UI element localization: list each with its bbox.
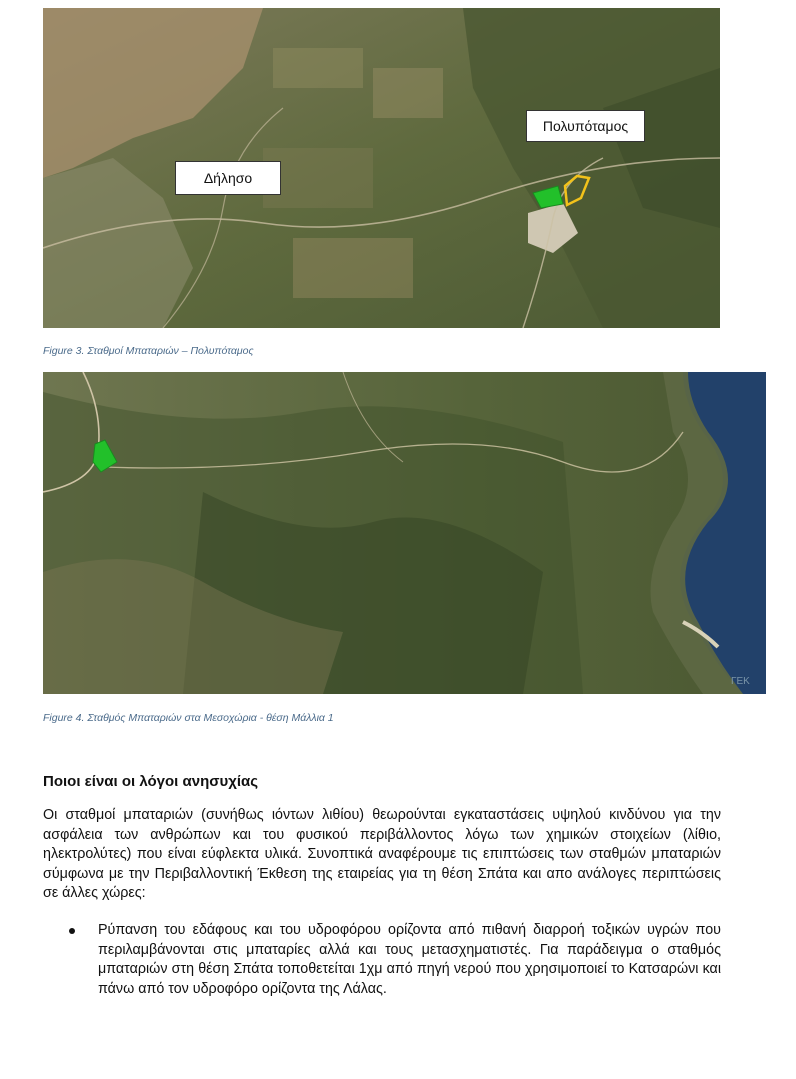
figure-4-satellite-image [43,372,766,694]
figure-3-caption: Figure 3. Σταθμοί Μπαταριών – Πολυπόταμος [43,345,254,357]
list-item-text: Ρύπανση του εδάφους και του υδροφόρου ορίζοντα από πιθανή διαρροή τοξικών υγρών που περιλαμβάνονται στις μπαταρίες αλλά και τους μετασχηματιστές. Για παράδειγμα ο σταθμός μπαταριών στη θέση Σπάτα τοποθετείται 1χμ από πηγή νερού που χρησιμοποιεί το Κατσαρώνι και πάνω από τον υδροφόρο ορίζοντα της Λάλας. [98,922,721,997]
section-heading: Ποιοι είναι οι λόγοι ανησυχίας [43,773,259,790]
concerns-list [43,921,721,999]
map-label-polypotamos: Πολυπόταμος [526,110,645,142]
figure-4-watermark: ΓΕΚ [731,676,750,687]
map-label-dilisos: Δήλησο [175,161,281,195]
figure-4-map-graphic [43,372,766,694]
bullet-icon [69,928,75,934]
list-item [43,921,721,999]
section-paragraph: Οι σταθμοί μπαταριών (συνήθως ιόντων λιθίου) θεωρούνται εγκαταστάσεις υψηλού κινδύνου για την ασφάλεια των ανθρώπων και του φυσικού περιβάλλοντος λόγω των χημικών στοιχείων (λίθιο, ηλεκτρολύτες) που είναι εύφλεκτα υλικά. Συνοπτικά αναφέρουμε τις επιπτώσεις των σταθμών μπαταριών σύμφωνα με την Περιβαλλοντική Έκθεση της εταιρείας για τη θέση Σπάτα και απο ανάλογες περιπτώσεις σε άλλες χώρες: [43,807,721,901]
figure-4-caption: Figure 4. Σταθμός Μπαταριών στα Μεσοχώρια - θέση Μάλλια 1 [43,712,334,724]
figure-3-satellite-image [43,8,720,328]
figure-3-map-graphic [43,8,720,328]
